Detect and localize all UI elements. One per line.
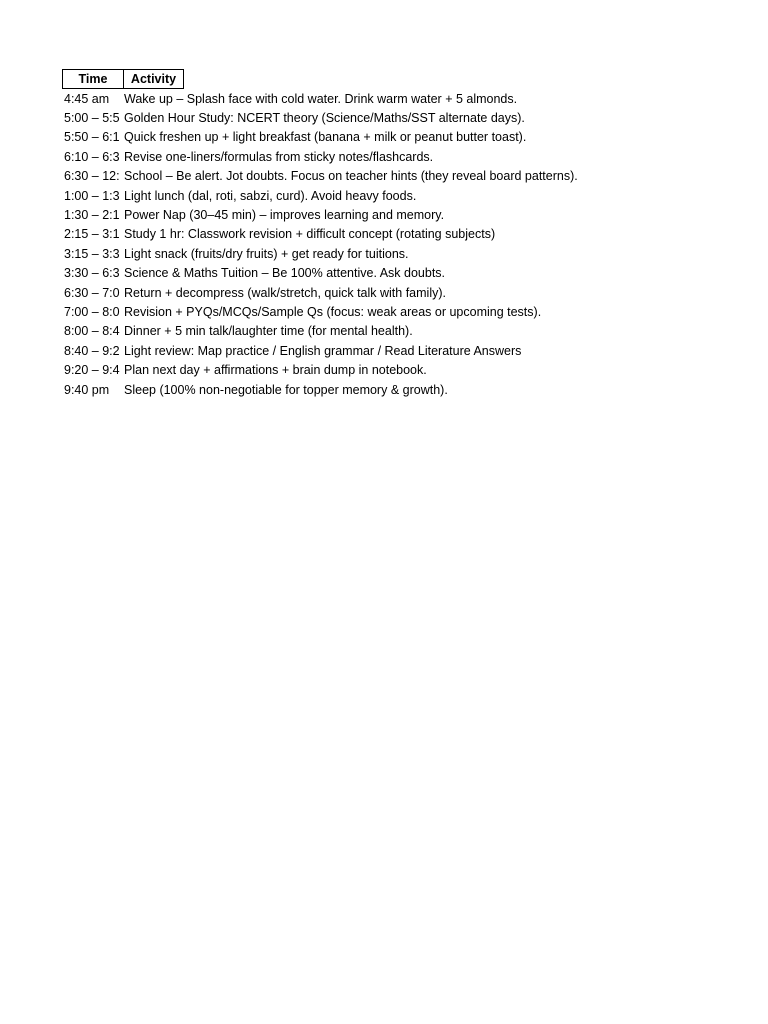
- table-header-row: [62, 69, 578, 89]
- table-row: [62, 205, 578, 224]
- time-cell: 1:00 – 1:3: [64, 188, 120, 203]
- time-cell: 1:30 – 2:1: [64, 208, 120, 223]
- time-cell: 6:10 – 6:3: [64, 149, 120, 164]
- time-cell: 3:30 – 6:3: [64, 266, 120, 281]
- time-cell: 9:40 pm: [64, 382, 110, 397]
- time-cell: 8:40 – 9:2: [64, 343, 120, 358]
- time-cell: 2:15 – 3:1: [64, 227, 120, 242]
- table-row: [62, 341, 578, 360]
- table-row: [62, 128, 578, 147]
- schedule-sheet: [62, 69, 578, 399]
- activity-cell: Quick freshen up + light breakfast (banana + milk or peanut butter toast).: [124, 130, 527, 145]
- activity-cell: Revise one-liners/formulas from sticky notes/flashcards.: [124, 149, 434, 164]
- table-row: [62, 283, 578, 302]
- table-row: [62, 244, 578, 263]
- table-row: [62, 360, 578, 379]
- activity-cell: Light review: Map practice / English grammar / Read Literature Answers: [124, 343, 522, 358]
- activity-cell: Study 1 hr: Classwork revision + difficult concept (rotating subjects): [124, 227, 496, 242]
- header-time: Time: [62, 69, 124, 89]
- table-row: [62, 89, 578, 108]
- activity-cell: Light snack (fruits/dry fruits) + get ready for tuitions.: [124, 246, 409, 261]
- activity-cell: Plan next day + affirmations + brain dump in notebook.: [124, 363, 427, 378]
- activity-cell: Revision + PYQs/MCQs/Sample Qs (focus: weak areas or upcoming tests).: [124, 304, 542, 319]
- table-row: [62, 225, 578, 244]
- activity-cell: Return + decompress (walk/stretch, quick talk with family).: [124, 285, 446, 300]
- time-cell: 4:45 am: [64, 91, 110, 106]
- activity-cell: School – Be alert. Jot doubts. Focus on teacher hints (they reveal board patterns).: [124, 169, 578, 184]
- activity-cell: Power Nap (30–45 min) – improves learning and memory.: [124, 208, 445, 223]
- time-cell: 8:00 – 8:4: [64, 324, 120, 339]
- table-row: [62, 147, 578, 166]
- table-row: [62, 322, 578, 341]
- table-row: [62, 264, 578, 283]
- table-row: [62, 186, 578, 205]
- activity-cell: Light lunch (dal, roti, sabzi, curd). Avoid heavy foods.: [124, 188, 417, 203]
- time-cell: 6:30 – 12:: [64, 169, 120, 184]
- time-cell: 5:00 – 5:5: [64, 111, 120, 126]
- activity-cell: Sleep (100% non-negotiable for topper memory & growth).: [124, 382, 448, 397]
- activity-cell: Wake up – Splash face with cold water. Drink warm water + 5 almonds.: [124, 91, 518, 106]
- time-cell: 9:20 – 9:4: [64, 363, 120, 378]
- schedule-rows: [62, 89, 578, 399]
- time-cell: 3:15 – 3:3: [64, 246, 120, 261]
- time-cell: 5:50 – 6:1: [64, 130, 120, 145]
- activity-cell: Golden Hour Study: NCERT theory (Science/Maths/SST alternate days).: [124, 111, 525, 126]
- activity-cell: Science & Maths Tuition – Be 100% attentive. Ask doubts.: [124, 266, 446, 281]
- table-row: [62, 167, 578, 186]
- time-cell: 7:00 – 8:0: [64, 304, 120, 319]
- time-cell: 6:30 – 7:0: [64, 285, 120, 300]
- header-activity: Activity: [123, 69, 184, 89]
- table-row: [62, 380, 578, 399]
- table-row: [62, 108, 578, 127]
- table-row: [62, 302, 578, 321]
- activity-cell: Dinner + 5 min talk/laughter time (for mental health).: [124, 324, 413, 339]
